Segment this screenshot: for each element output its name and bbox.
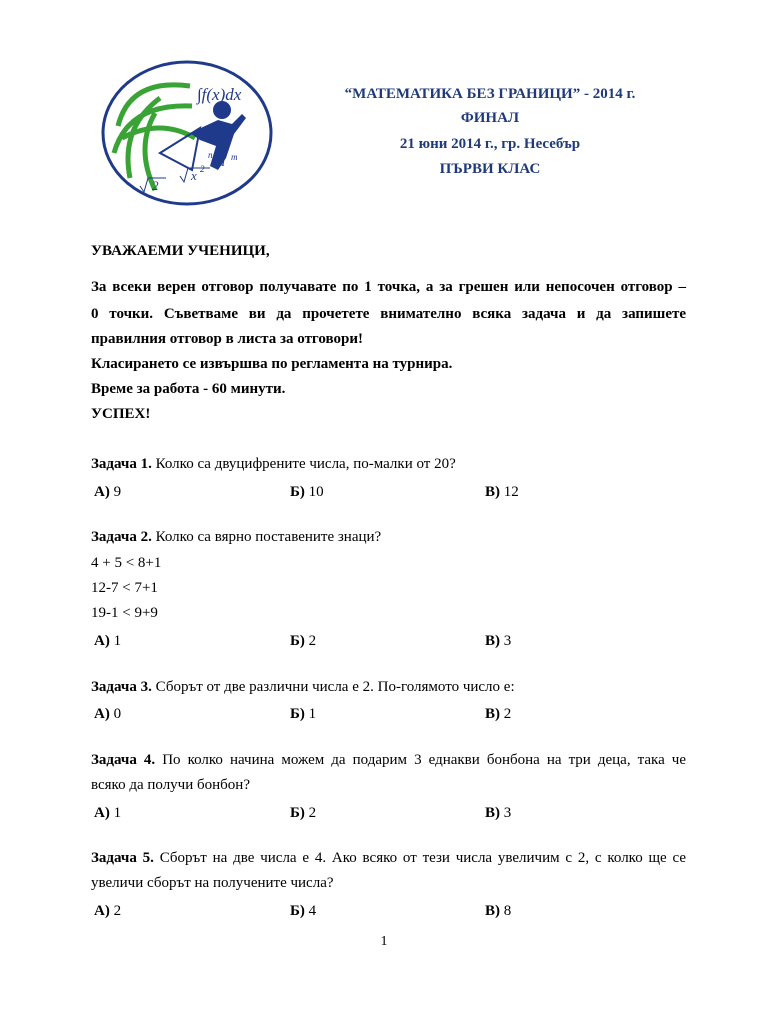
task-5-question-line-1 xyxy=(91,850,686,867)
task-1-question xyxy=(91,456,456,473)
task-label: Задача 2. xyxy=(91,529,152,545)
date-place: 21 юни 2014 г., гр. Несебър xyxy=(399,136,581,152)
grade-title: ПЪРВИ КЛАС xyxy=(439,161,541,177)
task-text: Сборът от две различни числа е 2. По-голямото число е: xyxy=(155,679,515,695)
task-1-option-b: Б) 10 xyxy=(290,484,324,500)
task-2-expression-2: 12-7 < 7+1 xyxy=(91,580,158,596)
time-note: Време за работа - 60 минути. xyxy=(91,381,286,397)
task-3-option-a: А) 0 xyxy=(94,706,122,722)
task-4-question-line-2: всяко да получи бонбон? xyxy=(91,777,250,793)
svg-text:a: a xyxy=(218,155,225,170)
task-label: Задача 4. xyxy=(91,752,156,768)
task-5-option-a: А) 2 xyxy=(94,903,122,919)
competition-logo xyxy=(100,58,275,208)
task-2-option-a: А) 1 xyxy=(94,633,122,649)
svg-text:2: 2 xyxy=(152,178,159,193)
task-3-option-b: Б) 1 xyxy=(290,706,317,722)
svg-text:n: n xyxy=(208,150,213,160)
task-label: Задача 5. xyxy=(91,850,154,866)
page-number: 1 xyxy=(380,934,388,949)
intro-line-2: 0 точки. Съветваме ви да прочетете внимателно всяка задача и да запишете xyxy=(91,306,686,322)
task-2-question xyxy=(91,529,381,546)
task-2-expression-1: 4 + 5 < 8+1 xyxy=(91,555,162,571)
svg-text:2: 2 xyxy=(200,164,205,174)
logo-formula: ∫f(x)dx xyxy=(197,85,242,104)
task-label: Задача 3. xyxy=(91,679,152,695)
task-text: Сборът на две числа е 4. Ако всяко от тези числа увеличим с 2, с колко ще се xyxy=(159,850,686,866)
svg-text:x: x xyxy=(191,168,197,183)
round-title: ФИНАЛ xyxy=(460,110,520,126)
task-1-option-c: В) 12 xyxy=(485,484,519,500)
intro-line-3: правилния отговор в листа за отговори! xyxy=(91,331,363,347)
task-5-option-b: Б) 4 xyxy=(290,903,317,919)
svg-text:m: m xyxy=(231,152,238,162)
greeting: УВАЖАЕМИ УЧЕНИЦИ, xyxy=(91,243,270,259)
logo-graphic xyxy=(100,58,275,208)
task-5-option-c: В) 8 xyxy=(485,903,512,919)
task-text: Колко са двуцифрените числа, по-малки от 20? xyxy=(155,456,456,472)
task-4-option-b: Б) 2 xyxy=(290,805,317,821)
ranking-note: Класирането се извършва по регламента на турнира. xyxy=(91,356,453,372)
task-4-option-a: А) 1 xyxy=(94,805,122,821)
task-text: Колко са вярно поставените знаци? xyxy=(155,529,382,545)
task-5-question-line-2: увеличи сборът на получените числа? xyxy=(91,875,334,891)
task-label: Задача 1. xyxy=(91,456,152,472)
task-4-question-line-1 xyxy=(91,752,686,769)
task-1-option-a: А) 9 xyxy=(94,484,122,500)
competition-title: “МАТЕМАТИКА БЕЗ ГРАНИЦИ” - 2014 г. xyxy=(344,86,636,102)
task-3-question xyxy=(91,679,515,696)
task-3-option-c: В) 2 xyxy=(485,706,512,722)
task-2-option-c: В) 3 xyxy=(485,633,512,649)
task-4-option-c: В) 3 xyxy=(485,805,512,821)
good-luck: УСПЕХ! xyxy=(91,406,151,422)
task-2-option-b: Б) 2 xyxy=(290,633,317,649)
intro-line-1: За всеки верен отговор получавате по 1 точка, а за грешен или непосочен отговор – xyxy=(91,279,686,295)
task-text: По колко начина можем да подарим 3 еднакви бонбона на три деца, така че xyxy=(162,752,686,768)
task-2-expression-3: 19-1 < 9+9 xyxy=(91,605,158,621)
